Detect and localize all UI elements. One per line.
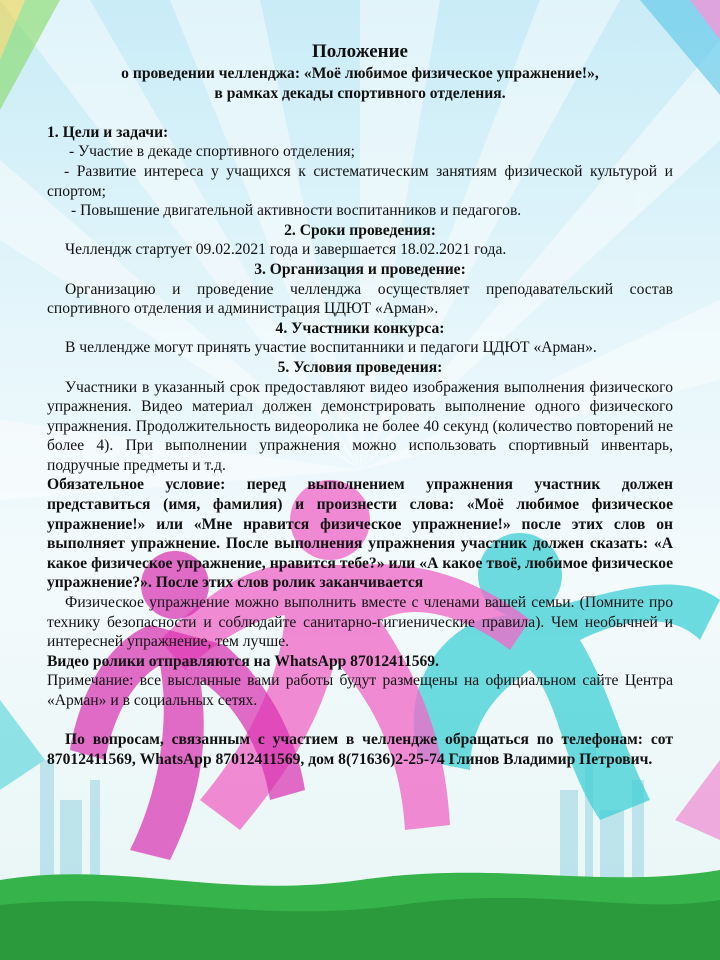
section-2-text: Челлендж стартует 09.02.2021 года и завершается 18.02.2021 года. xyxy=(65,241,507,259)
section-5-heading: 5. Условия проведения: xyxy=(277,358,443,376)
goal-item-3: - Повышение двигательной активности воспитанников и педагогов. xyxy=(71,202,522,220)
publication-note: Примечание: все высланные вами работы будут размещены на официальном сайте Центра «Арман» и в социальных сетях. xyxy=(47,672,673,709)
spacer xyxy=(47,103,673,123)
section-4-heading: 4. Участники конкурса: xyxy=(275,319,445,337)
section-4-text: В челлендже могут принять участие воспитанники и педагоги ЦДЮТ «Арман». xyxy=(65,339,597,357)
family-note: Физическое упражнение можно выполнить вместе с членами вашей семьи. (Помните про технику безопасности и соблюдайте санитарно-гигиенические правила). Чем необычней и интересней упражнение, тем лучше. xyxy=(47,594,673,651)
spacer xyxy=(47,711,673,731)
document-title: Положение xyxy=(311,41,408,62)
document-subtitle-line-2: в рамках декады спортивного отделения. xyxy=(214,84,506,102)
section-1-heading: 1. Цели и задачи: xyxy=(47,123,169,141)
section-5-text: Участники в указанный срок предоставляют видео изображения выполнения физического упражнения. Видео материал должен демонстрировать выполнение одного физического упражнения. Продолжительность видеоролика не более 40 секунд (количество повторений не более 4). При выполнении упражнения можно использовать спортивный инвентарь, подручные предметы и т.д. xyxy=(47,378,673,474)
contacts-text: По вопросам, связанным с участием в челлендже обращаться по телефонам: сот 87012411569, WhatsApp 87012411569, дом 8(71636)2-25-74 Глинов Владимир Петрович. xyxy=(47,731,673,768)
goal-item-2: - Развитие интереса у учащихся к систематическим занятиям физической культурой и спортом; xyxy=(47,162,673,200)
section-2-heading: 2. Сроки проведения: xyxy=(284,221,436,239)
section-3-text: Организацию и проведение челленджа осуществляет преподавательский состав спортивного отделения и администрация ЦДЮТ «Арман». xyxy=(47,280,673,318)
goal-item-1: - Участие в декаде спортивного отделения; xyxy=(69,143,355,161)
document-subtitle-line-1: о проведении челленджа: «Моё любимое физическое упражнение!», xyxy=(121,65,599,82)
section-3-heading: 3. Организация и проведение: xyxy=(254,260,466,278)
whatsapp-line: Видео ролики отправляются на WhatsApp 87012411569. xyxy=(47,652,439,670)
mandatory-condition: Обязательное условие: перед выполнением упражнения участник должен представиться (имя, фамилия) и произнести слова: «Моё любимое физическое упражнение!» или «Мне нравится физическое упражнение!» после этих слов он выполняет упражнение. После выполнения упражнения участник должен сказать: «А какое физическое упражнение, нравится тебе?» или «А какое твоё, любимое физическое упражнение?». После этих слов ролик заканчивается xyxy=(47,476,673,592)
regulation-document xyxy=(47,40,673,769)
